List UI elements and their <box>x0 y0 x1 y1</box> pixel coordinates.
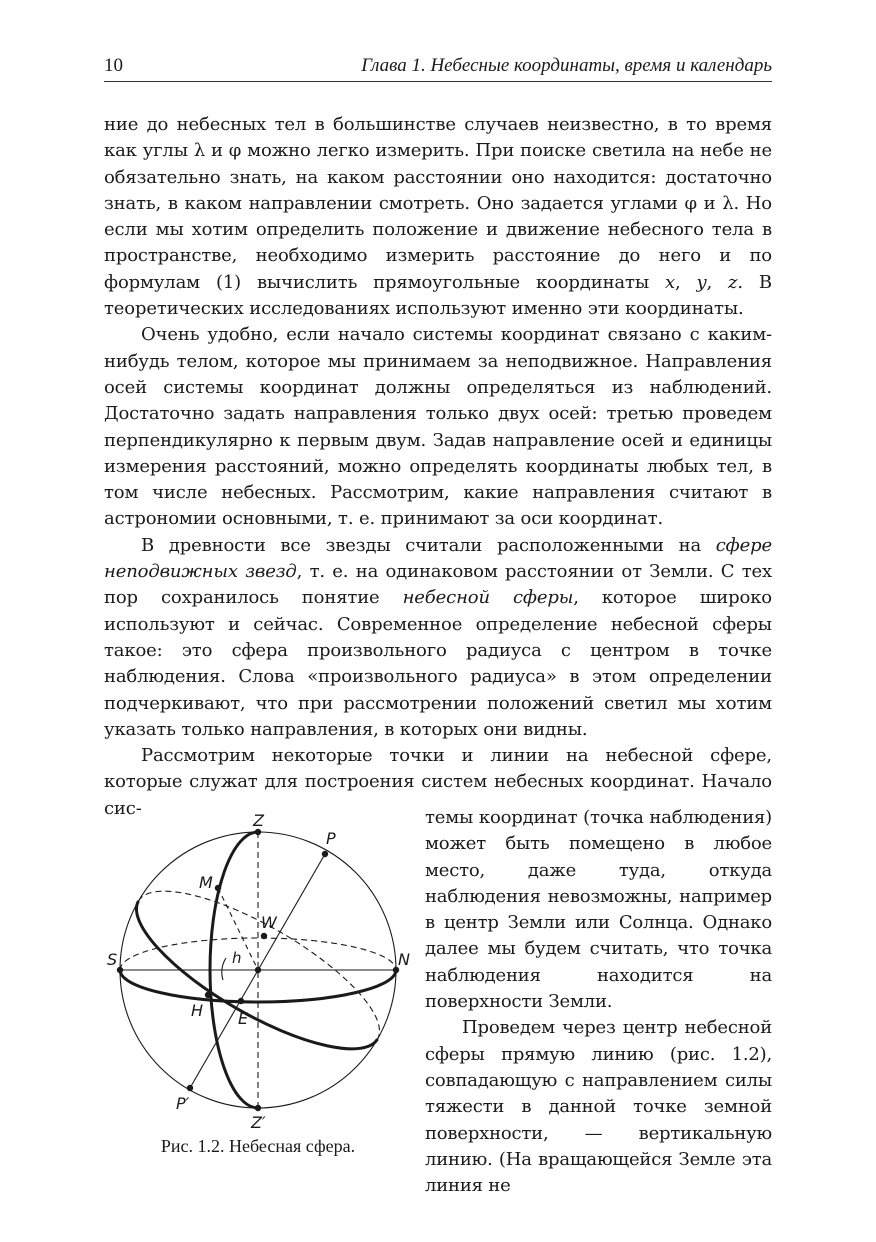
star-m-point <box>215 885 221 891</box>
page-number: 10 <box>104 55 123 76</box>
center-point <box>255 967 261 973</box>
paragraph: Рассмотрим некоторые точки и линии на небесной сфере, которые служат для построения систем небесных координат. Начало сис- <box>104 745 772 819</box>
paragraph: темы координат (точка наблюдения) может быть помещено в любое место, даже туда, откуда наблюдения невозможны, например в центр Земли или Солнца. Однако далее мы будем считать, что точка наблюдения находится на поверхности Земли. <box>425 807 772 1013</box>
label-e: E <box>238 1009 249 1028</box>
celestial-sphere-figure <box>104 802 412 1167</box>
celestial-sphere-diagram <box>104 802 412 1134</box>
chapter-title: Глава 1. Небесные координаты, время и календарь <box>361 55 772 76</box>
label-s: S <box>107 950 118 969</box>
altitude-arc <box>222 958 226 980</box>
figure-caption: Рис. 1.2. Небесная сфера. <box>160 1136 356 1156</box>
label-h: h <box>232 949 242 967</box>
paragraph: ние до небесных тел в большинстве случаев неизвестно, в то время как углы λ и φ можно легко измерить. При поиске светила на небе не обязательно знать, на каком расстоянии оно находится: достаточно знать, в каком направлении смотреть. Оно задается углами φ и λ. Но если мы хотим определить положение и движение небесного тела в пространстве, необходимо измерить расстояние до него и по формулам (1) вычислить прямоугольные координаты x, y, z. В теоретических исследованиях используют именно эти координаты. <box>104 114 772 320</box>
west-point <box>261 933 267 939</box>
label-h-point: H <box>191 1001 204 1020</box>
label-w: W <box>261 913 277 932</box>
side-text <box>425 805 772 1199</box>
star-h-point <box>205 992 211 998</box>
label-p-prime: P′ <box>176 1094 190 1113</box>
paragraph: Проведем через центр небесной сферы прямую линию (рис. 1.2), совпадающую с направлением силы тяжести в данной точке земной поверхности, — вертикальную линию. (На вращающейся Земле эта линия не <box>425 1017 772 1197</box>
paragraph: В древности все звезды считали расположенными на сфере неподвижных звезд, т. е. на одинаковом расстоянии от Земли. С тех пор сохранилось понятие небесной сферы, которое широко используют и сейчас. Современное определение небесной сферы такое: это сфера произвольного радиуса с центром в точке наблюдения. Слова «произвольного радиуса» в этом определении подчеркивают, что при рассмотрении положений светил мы хотим указать только направления, в которых они видны. <box>104 534 773 740</box>
south-pole-point <box>187 1085 193 1091</box>
main-text <box>104 112 772 822</box>
label-z-prime: Z′ <box>251 1113 266 1132</box>
north-pole-point <box>322 851 328 857</box>
label-z: Z <box>253 811 264 830</box>
nadir-point <box>255 1105 261 1111</box>
label-m: M <box>199 873 213 892</box>
south-point <box>117 967 123 973</box>
label-p: P <box>326 829 336 848</box>
label-n: N <box>398 950 410 969</box>
paragraph: Очень удобно, если начало системы координат связано с каким-нибудь телом, которое мы принимаем за неподвижное. Направления осей системы координат должны определяться из наблюдений. Достаточно задать направления только двух осей: третью проведем перпендикулярно к первым двум. Задав направление осей и единицы измерения расстояний, можно определять координаты любых тел, в том числе небесных. Рассмотрим, какие направления считают в астрономии основными, т. е. принимают за оси координат. <box>104 324 772 530</box>
east-point <box>238 998 244 1004</box>
running-header <box>104 55 772 82</box>
